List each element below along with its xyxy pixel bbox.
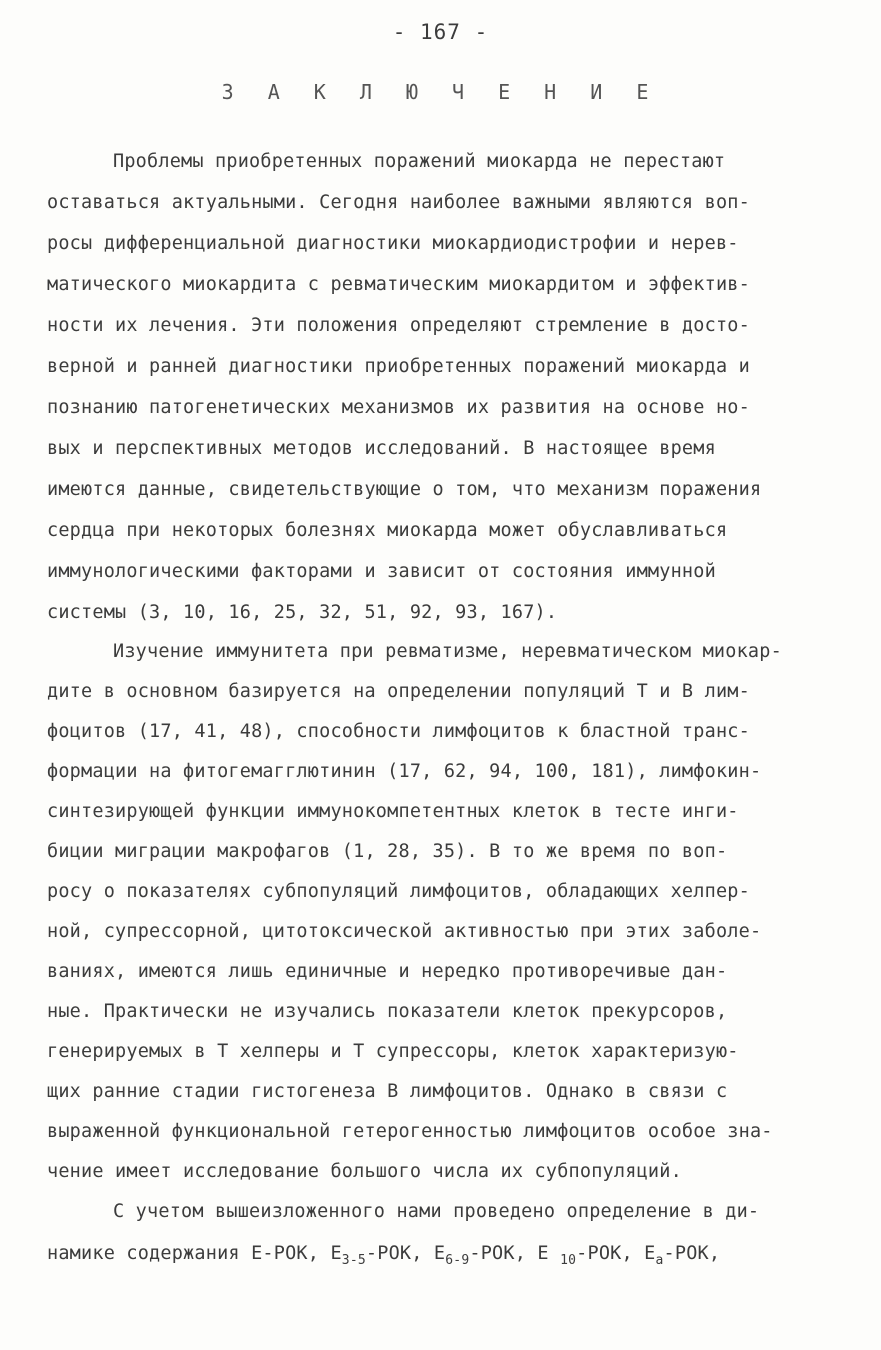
text-run: -РОК, Е: [469, 1243, 561, 1264]
text-line: росу о показателях субпопуляций лимфоцитов, обладающих хелпер-: [47, 881, 750, 902]
section-heading: З А К Л Ю Ч Е Н И Е: [221, 80, 660, 104]
text-line: иммунологическими факторами и зависит от состояния иммунной: [47, 561, 716, 582]
text-run: -РОК, Е: [365, 1243, 446, 1264]
text-line-with-subscripts: [47, 1239, 720, 1269]
text-line: познанию патогенетических механизмов их развития на основе но-: [47, 397, 750, 418]
subscript: 6-9: [445, 1253, 470, 1268]
text-line: фоцитов (17, 41, 48), способности лимфоцитов к бластной транс-: [47, 721, 750, 742]
text-line: ные. Практически не изучались показатели клеток прекурсоров,: [47, 1001, 728, 1022]
text-line: выраженной функциональной гетерогенностью лимфоцитов особое зна-: [47, 1121, 773, 1142]
text-run: -РОК, Е: [576, 1243, 656, 1264]
subscript: 10: [560, 1253, 577, 1268]
text-line: формации на фитогемагглютинин (17, 62, 94, 100, 181), лимфокин-: [47, 761, 762, 782]
text-line: дите в основном базируется на определении популяций Т и В лим-: [47, 681, 750, 702]
text-line: оставаться актуальными. Сегодня наиболее важными являются воп-: [47, 192, 750, 213]
text-line: Изучение иммунитета при ревматизме, неревматическом миокар-: [113, 641, 782, 662]
text-run: -РОК,: [663, 1243, 721, 1264]
text-line: Проблемы приобретенных поражений миокарда не перестают: [113, 151, 726, 172]
text-line: системы (3, 10, 16, 25, 32, 51, 92, 93, 167).: [47, 602, 558, 623]
text-line: щих ранние стадии гистогенеза В лимфоцитов. Однако в связи с: [47, 1081, 728, 1102]
text-line: чение имеет исследование большого числа их субпопуляций.: [47, 1161, 682, 1182]
text-line: ваниях, имеются лишь единичные и нередко противоречивые дан-: [47, 961, 728, 982]
subscript: 3-5: [341, 1253, 366, 1268]
subscript: а: [655, 1253, 664, 1268]
text-line: верной и ранней диагностики приобретенных поражений миокарда и: [47, 356, 750, 377]
text-line: синтезирующей функции иммунокомпетентных клеток в тесте инги-: [47, 801, 739, 822]
text-line: вых и перспективных методов исследований. В настоящее время: [47, 438, 716, 459]
text-line: С учетом вышеизложенного нами проведено определение в ди-: [113, 1201, 760, 1222]
page-number: - 167 -: [392, 20, 489, 44]
text-line: ности их лечения. Эти положения определяют стремление в досто-: [47, 315, 750, 336]
text-line: генерируемых в Т хелперы и Т супрессоры, клеток характеризую-: [47, 1041, 739, 1062]
text-line: росы дифференциальной диагностики миокардиодистрофии и нерев-: [47, 233, 739, 254]
text-run: намике содержания Е-РОК, Е: [47, 1243, 342, 1264]
text-line: биции миграции макрофагов (1, 28, 35). В то же время по воп-: [47, 841, 728, 862]
text-line: ной, супрессорной, цитотоксической активностью при этих заболе-: [47, 921, 762, 942]
text-line: сердца при некоторых болезнях миокарда может обуславливаться: [47, 520, 728, 541]
text-line: имеются данные, свидетельствующие о том, что механизм поражения: [47, 479, 762, 500]
text-line: матического миокардита с ревматическим миокардитом и эффектив-: [47, 274, 750, 295]
